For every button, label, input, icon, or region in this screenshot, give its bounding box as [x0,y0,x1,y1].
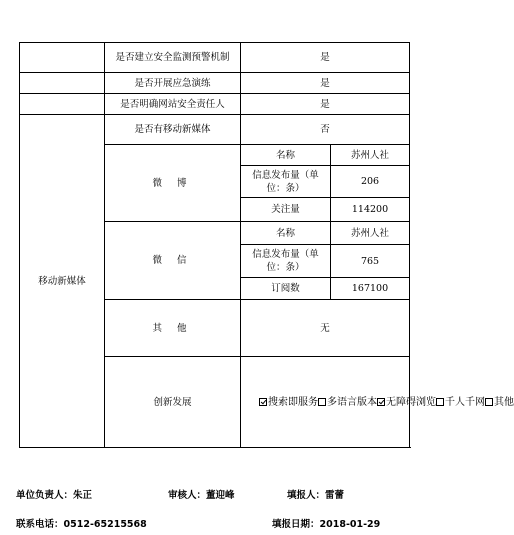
row-responsible [20,94,410,115]
footer-phone: 联系电话：0512-65215568 [16,519,147,530]
responsible-cell-empty [20,94,105,115]
weibo-followers-label: 关注量 [241,198,331,222]
row-monitoring [20,43,410,73]
weibo-label: 微 博 [105,145,241,222]
wechat-posts-label: 信息发布量（单位：条） [241,245,331,278]
wechat-subscribers-value: 167100 [331,278,410,300]
row-drill [20,73,410,94]
footer-reviewer: 审核人：董迎峰 [168,490,235,501]
checkbox-icon [318,398,326,406]
wechat-subscribers-label: 订阅数 [241,278,331,300]
footer-leader: 单位负责人：朱正 [16,490,93,501]
checkbox-icon [436,398,444,406]
monitoring-cell-empty [20,43,105,73]
weibo-name-label: 名称 [241,145,331,166]
drill-label: 是否开展应急演练 [105,73,241,94]
other-label: 其 他 [105,300,241,357]
weibo-followers-value: 114200 [331,198,410,222]
has-mobile-value: 否 [241,115,410,145]
innovation-options [241,357,514,448]
option-multilingual[interactable]: 多语言版本 [318,397,377,408]
checkbox-icon [485,398,493,406]
monitoring-label: 是否建立安全监测预警机制 [105,43,241,73]
wechat-posts-value: 765 [331,245,410,278]
monitoring-value: 是 [241,43,410,73]
footer-date: 填报日期：2018-01-29 [272,519,381,530]
drill-value: 是 [241,73,410,94]
weibo-name-value: 苏州人社 [331,145,410,166]
other-value: 无 [241,300,410,357]
wechat-name-label: 名称 [241,222,331,245]
checkbox-icon [259,398,267,406]
checkbox-icon [377,398,385,406]
wechat-name-value: 苏州人社 [331,222,410,245]
innovation-label: 创新发展 [105,357,241,448]
drill-cell-empty [20,73,105,94]
footer-filler: 填报人：雷蕾 [287,490,345,501]
option-search-service[interactable]: 搜索即服务 [259,397,318,408]
responsible-label: 是否明确网站安全责任人 [105,94,241,115]
row-has-mobile [20,115,410,145]
weibo-posts-value: 206 [331,166,410,198]
option-accessibility[interactable]: 无障碍浏览 [377,397,436,408]
option-other[interactable]: 其他 [485,397,514,408]
has-mobile-label: 是否有移动新媒体 [105,115,241,145]
option-personalized[interactable]: 千人千网 [436,397,485,408]
wechat-label: 微 信 [105,222,241,300]
report-table [19,42,514,448]
weibo-posts-label: 信息发布量（单位：条） [241,166,331,198]
responsible-value: 是 [241,94,410,115]
mobile-section-label: 移动新媒体 [20,115,105,448]
